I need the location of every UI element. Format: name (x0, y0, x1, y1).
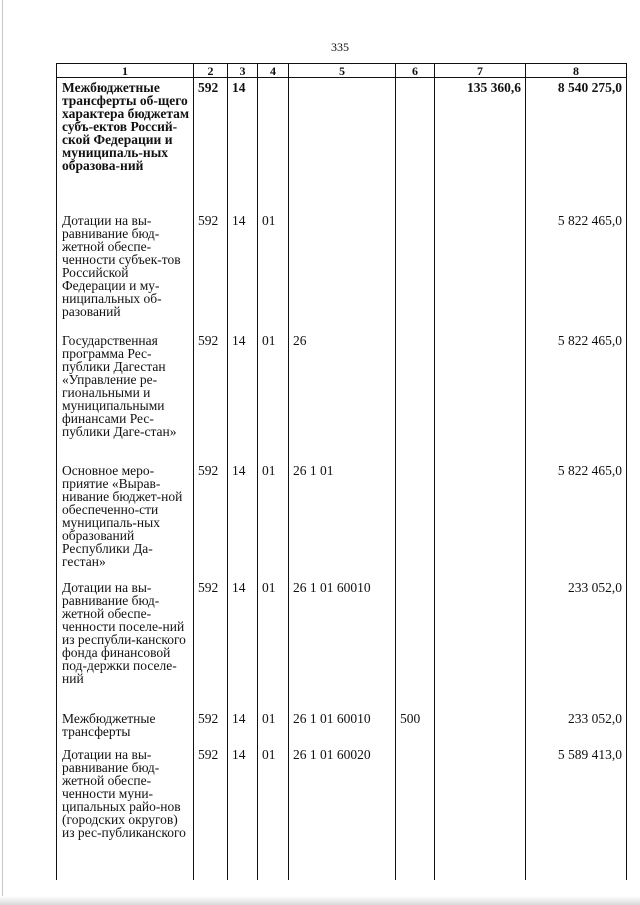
row-ministry-code: 592 (194, 211, 228, 331)
table-header-row (57, 64, 627, 78)
column-header-7: 7 (435, 64, 526, 78)
row-amount-7 (435, 461, 526, 578)
row-target-code: 26 1 01 60010 (289, 578, 396, 709)
row-amount-8: 8 540 275,0 (526, 78, 627, 212)
column-header-6: 6 (396, 64, 435, 78)
row-amount-8: 5 822 465,0 (526, 211, 627, 331)
row-section-code: 14 (228, 461, 258, 578)
column-header-2: 2 (194, 64, 228, 78)
row-section-code: 14 (228, 78, 258, 212)
row-expense-type (396, 331, 435, 461)
row-expense-type (396, 461, 435, 578)
row-name: Государственная программа Рес-публики Дагестан «Управление ре-гиональными и муниципальными финансами Рес-публики Даге-стан» (57, 331, 194, 461)
row-ministry-code: 592 (194, 745, 228, 880)
table-row (57, 578, 627, 709)
row-target-code: 26 1 01 (289, 461, 396, 578)
row-amount-7 (435, 331, 526, 461)
row-amount-8: 5 822 465,0 (526, 461, 627, 578)
page-number: 335 (331, 40, 349, 54)
row-section-code: 14 (228, 709, 258, 745)
row-name: Межбюджетные трансферты (57, 709, 194, 745)
row-amount-7 (435, 745, 526, 880)
column-header-5: 5 (289, 64, 396, 78)
row-name: Дотации на вы-равнивание бюд-жетной обеспе-ченности субъек-тов Российской Федерации и му-ниципальных об-разований (57, 211, 194, 331)
row-name: Дотации на вы-равнивание бюд-жетной обеспе-ченности муни-ципальных райо-нов (городских округов) из рес-публиканского (57, 745, 194, 880)
table-row (57, 78, 627, 212)
row-expense-type (396, 211, 435, 331)
row-subsection-code: 01 (258, 578, 289, 709)
row-subsection-code: 01 (258, 211, 289, 331)
row-target-code: 26 (289, 331, 396, 461)
row-amount-7 (435, 211, 526, 331)
row-subsection-code: 01 (258, 331, 289, 461)
row-amount-8: 233 052,0 (526, 578, 627, 709)
column-header-3: 3 (228, 64, 258, 78)
row-subsection-code (258, 78, 289, 212)
row-name: Межбюджетные трансферты об-щего характера бюджетам субъ-ектов Россий-ской Федерации и муниципаль-ных образова-ний (57, 78, 194, 212)
row-name: Основное меро-приятие «Вырав-нивание бюджет-ной обеспеченно-сти муниципаль-ных образований Республики Да-гестан» (57, 461, 194, 578)
row-expense-type (396, 745, 435, 880)
row-target-code: 26 1 01 60020 (289, 745, 396, 880)
column-header-4: 4 (258, 64, 289, 78)
row-section-code: 14 (228, 211, 258, 331)
row-ministry-code: 592 (194, 78, 228, 212)
row-target-code: 26 1 01 60010 (289, 709, 396, 745)
row-section-code: 14 (228, 745, 258, 880)
row-ministry-code: 592 (194, 461, 228, 578)
row-ministry-code: 592 (194, 709, 228, 745)
table-row (57, 745, 627, 880)
row-amount-8: 5 822 465,0 (526, 331, 627, 461)
column-header-1: 1 (57, 64, 194, 78)
row-amount-7 (435, 578, 526, 709)
row-amount-7: 135 360,6 (435, 78, 526, 212)
table-row (57, 331, 627, 461)
table-row (57, 211, 627, 331)
row-ministry-code: 592 (194, 578, 228, 709)
budget-table (56, 63, 627, 880)
row-expense-type: 500 (396, 709, 435, 745)
row-expense-type (396, 78, 435, 212)
column-header-8: 8 (526, 64, 627, 78)
row-target-code (289, 211, 396, 331)
scan-edge-left (2, 0, 3, 905)
row-name: Дотации на вы-равнивание бюд-жетной обеспе-ченности поселе-ний из республи-канского фонда финансовой под-держки поселе-ний (57, 578, 194, 709)
row-amount-7 (435, 709, 526, 745)
row-target-code (289, 78, 396, 212)
table-row (57, 461, 627, 578)
row-subsection-code: 01 (258, 461, 289, 578)
row-subsection-code: 01 (258, 745, 289, 880)
table-row (57, 709, 627, 745)
row-ministry-code: 592 (194, 331, 228, 461)
row-section-code: 14 (228, 331, 258, 461)
row-expense-type (396, 578, 435, 709)
row-section-code: 14 (228, 578, 258, 709)
scan-edge-bottom (0, 896, 640, 905)
row-amount-8: 5 589 413,0 (526, 745, 627, 880)
row-subsection-code: 01 (258, 709, 289, 745)
row-amount-8: 233 052,0 (526, 709, 627, 745)
